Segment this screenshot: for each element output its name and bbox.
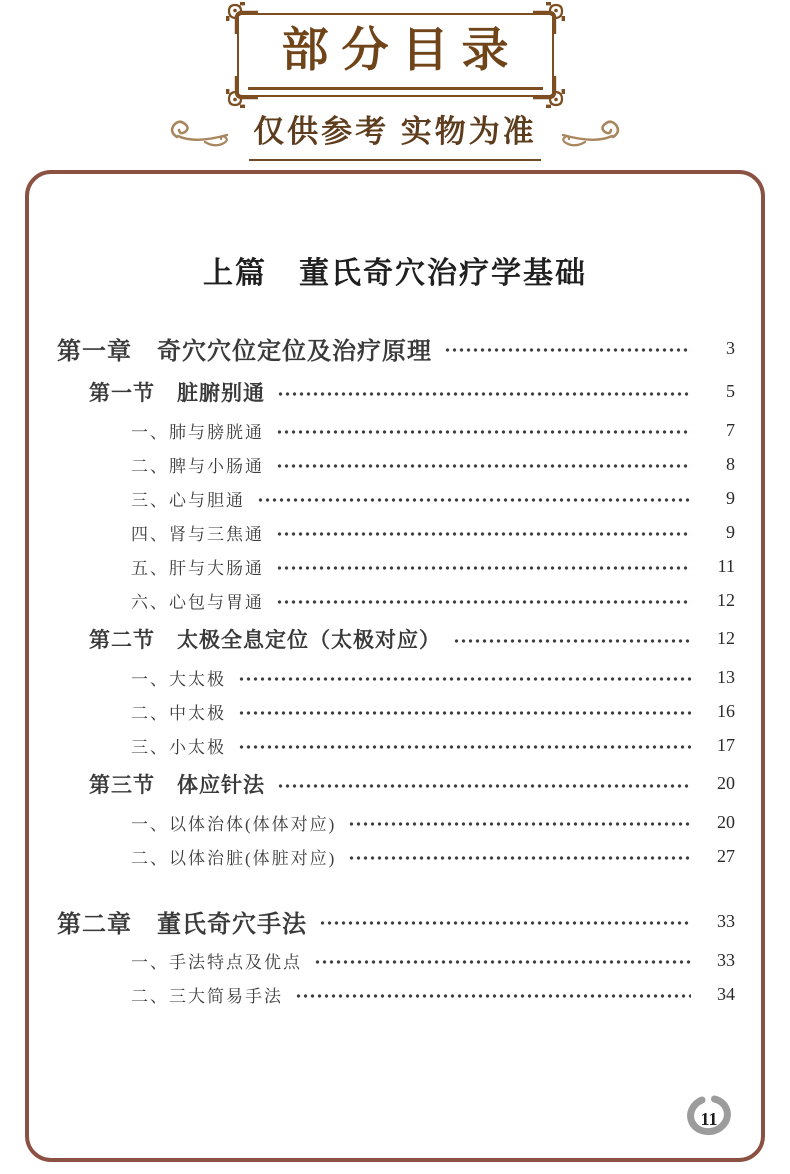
toc-row-item — [29, 977, 735, 1011]
toc-entry-label: 第二节 太极全息定位（太极对应） — [89, 628, 441, 652]
corner-ornament-icon — [226, 76, 258, 108]
toc-entry-label: 四、肾与三焦通 — [131, 524, 264, 544]
toc-entry-page: 33 — [717, 910, 735, 931]
toc-entry-page: 12 — [717, 628, 735, 648]
toc-entry-page: 5 — [726, 381, 735, 401]
dotted-leader — [257, 496, 691, 504]
disclaimer-text: 仅供参考 实物为准 — [249, 106, 541, 161]
dotted-leader — [276, 598, 691, 606]
toc-entry-label: 六、心包与胃通 — [131, 592, 264, 612]
toc-row-item — [29, 839, 735, 873]
toc-entry-page: 7 — [726, 419, 735, 440]
toc-row-item — [29, 447, 735, 481]
page-title: 部分目录 — [281, 25, 522, 77]
toc-entry-page: 20 — [717, 773, 735, 793]
toc-entry-page: 27 — [717, 845, 735, 866]
dotted-leader — [238, 709, 691, 717]
title-frame — [237, 13, 554, 97]
toc-box — [25, 170, 765, 1162]
toc-row-item — [29, 515, 735, 549]
toc-row-chapter — [29, 326, 735, 370]
toc-entry-page: 16 — [717, 700, 735, 721]
toc-entry-page: 9 — [726, 487, 735, 508]
dotted-leader — [276, 428, 691, 436]
dotted-leader — [238, 675, 691, 683]
toc-row-section — [29, 617, 735, 660]
toc-row-chapter — [29, 899, 735, 943]
toc-row-item — [29, 728, 735, 762]
corner-ornament-icon — [533, 2, 565, 34]
page-number-stamp — [681, 1094, 737, 1144]
dotted-leader — [276, 564, 691, 572]
toc-list — [29, 326, 761, 1011]
dotted-leader — [348, 820, 691, 828]
dotted-leader — [314, 958, 691, 966]
toc-entry-label: 二、脾与小肠通 — [131, 456, 264, 476]
toc-row-section — [29, 762, 735, 805]
dotted-leader — [238, 743, 691, 751]
corner-ornament-icon — [226, 2, 258, 34]
toc-row-section — [29, 370, 735, 413]
dotted-leader — [319, 919, 691, 927]
dotted-leader — [444, 346, 691, 354]
toc-entry-label: 一、肺与膀胱通 — [131, 422, 264, 442]
header-banner — [0, 0, 790, 161]
toc-entry-label: 二、中太极 — [131, 703, 226, 723]
toc-entry-page: 33 — [717, 949, 735, 970]
toc-entry-label: 一、手法特点及优点 — [131, 952, 302, 972]
toc-row-item — [29, 413, 735, 447]
dotted-leader — [276, 462, 691, 470]
toc-row-item — [29, 481, 735, 515]
toc-entry-label: 二、三大简易手法 — [131, 986, 283, 1006]
toc-entry-page: 3 — [726, 337, 735, 358]
cloud-flourish-icon — [559, 113, 625, 155]
frame-inner-line — [248, 87, 543, 90]
toc-entry-label: 第二章 董氏奇穴手法 — [57, 910, 307, 938]
toc-entry-label: 第一章 奇穴穴位定位及治疗原理 — [57, 337, 432, 365]
dotted-leader — [277, 782, 691, 790]
toc-row-item — [29, 943, 735, 977]
page-number: 11 — [700, 1109, 718, 1129]
toc-entry-page: 13 — [717, 666, 735, 687]
toc-entry-label: 一、以体治体(体体对应) — [131, 814, 337, 834]
dotted-leader — [348, 854, 691, 862]
toc-entry-page: 12 — [717, 589, 735, 610]
dotted-leader — [453, 637, 691, 645]
toc-row-item — [29, 805, 735, 839]
toc-entry-label: 一、大太极 — [131, 669, 226, 689]
dotted-leader — [295, 992, 691, 1000]
toc-entry-page: 9 — [726, 521, 735, 542]
toc-row-item — [29, 660, 735, 694]
toc-entry-label: 三、心与胆通 — [131, 490, 245, 510]
dotted-leader — [276, 530, 691, 538]
toc-entry-label: 第三节 体应针法 — [89, 773, 265, 797]
toc-row-item — [29, 694, 735, 728]
toc-entry-page: 11 — [717, 555, 735, 576]
toc-row-item — [29, 583, 735, 617]
toc-entry-page: 20 — [717, 811, 735, 832]
corner-ornament-icon — [533, 76, 565, 108]
cloud-flourish-icon — [165, 113, 231, 155]
toc-entry-label: 二、以体治脏(体脏对应) — [131, 848, 337, 868]
toc-entry-page: 17 — [717, 734, 735, 755]
dotted-leader — [277, 390, 691, 398]
toc-entry-label: 五、肝与大肠通 — [131, 558, 264, 578]
toc-row-item — [29, 549, 735, 583]
toc-entry-page: 8 — [726, 453, 735, 474]
toc-entry-page: 34 — [717, 983, 735, 1004]
toc-entry-label: 三、小太极 — [131, 737, 226, 757]
part-title: 上篇 董氏奇穴治疗学基础 — [203, 257, 587, 290]
toc-entry-label: 第一节 脏腑别通 — [89, 381, 265, 405]
subtitle-row — [0, 106, 790, 161]
